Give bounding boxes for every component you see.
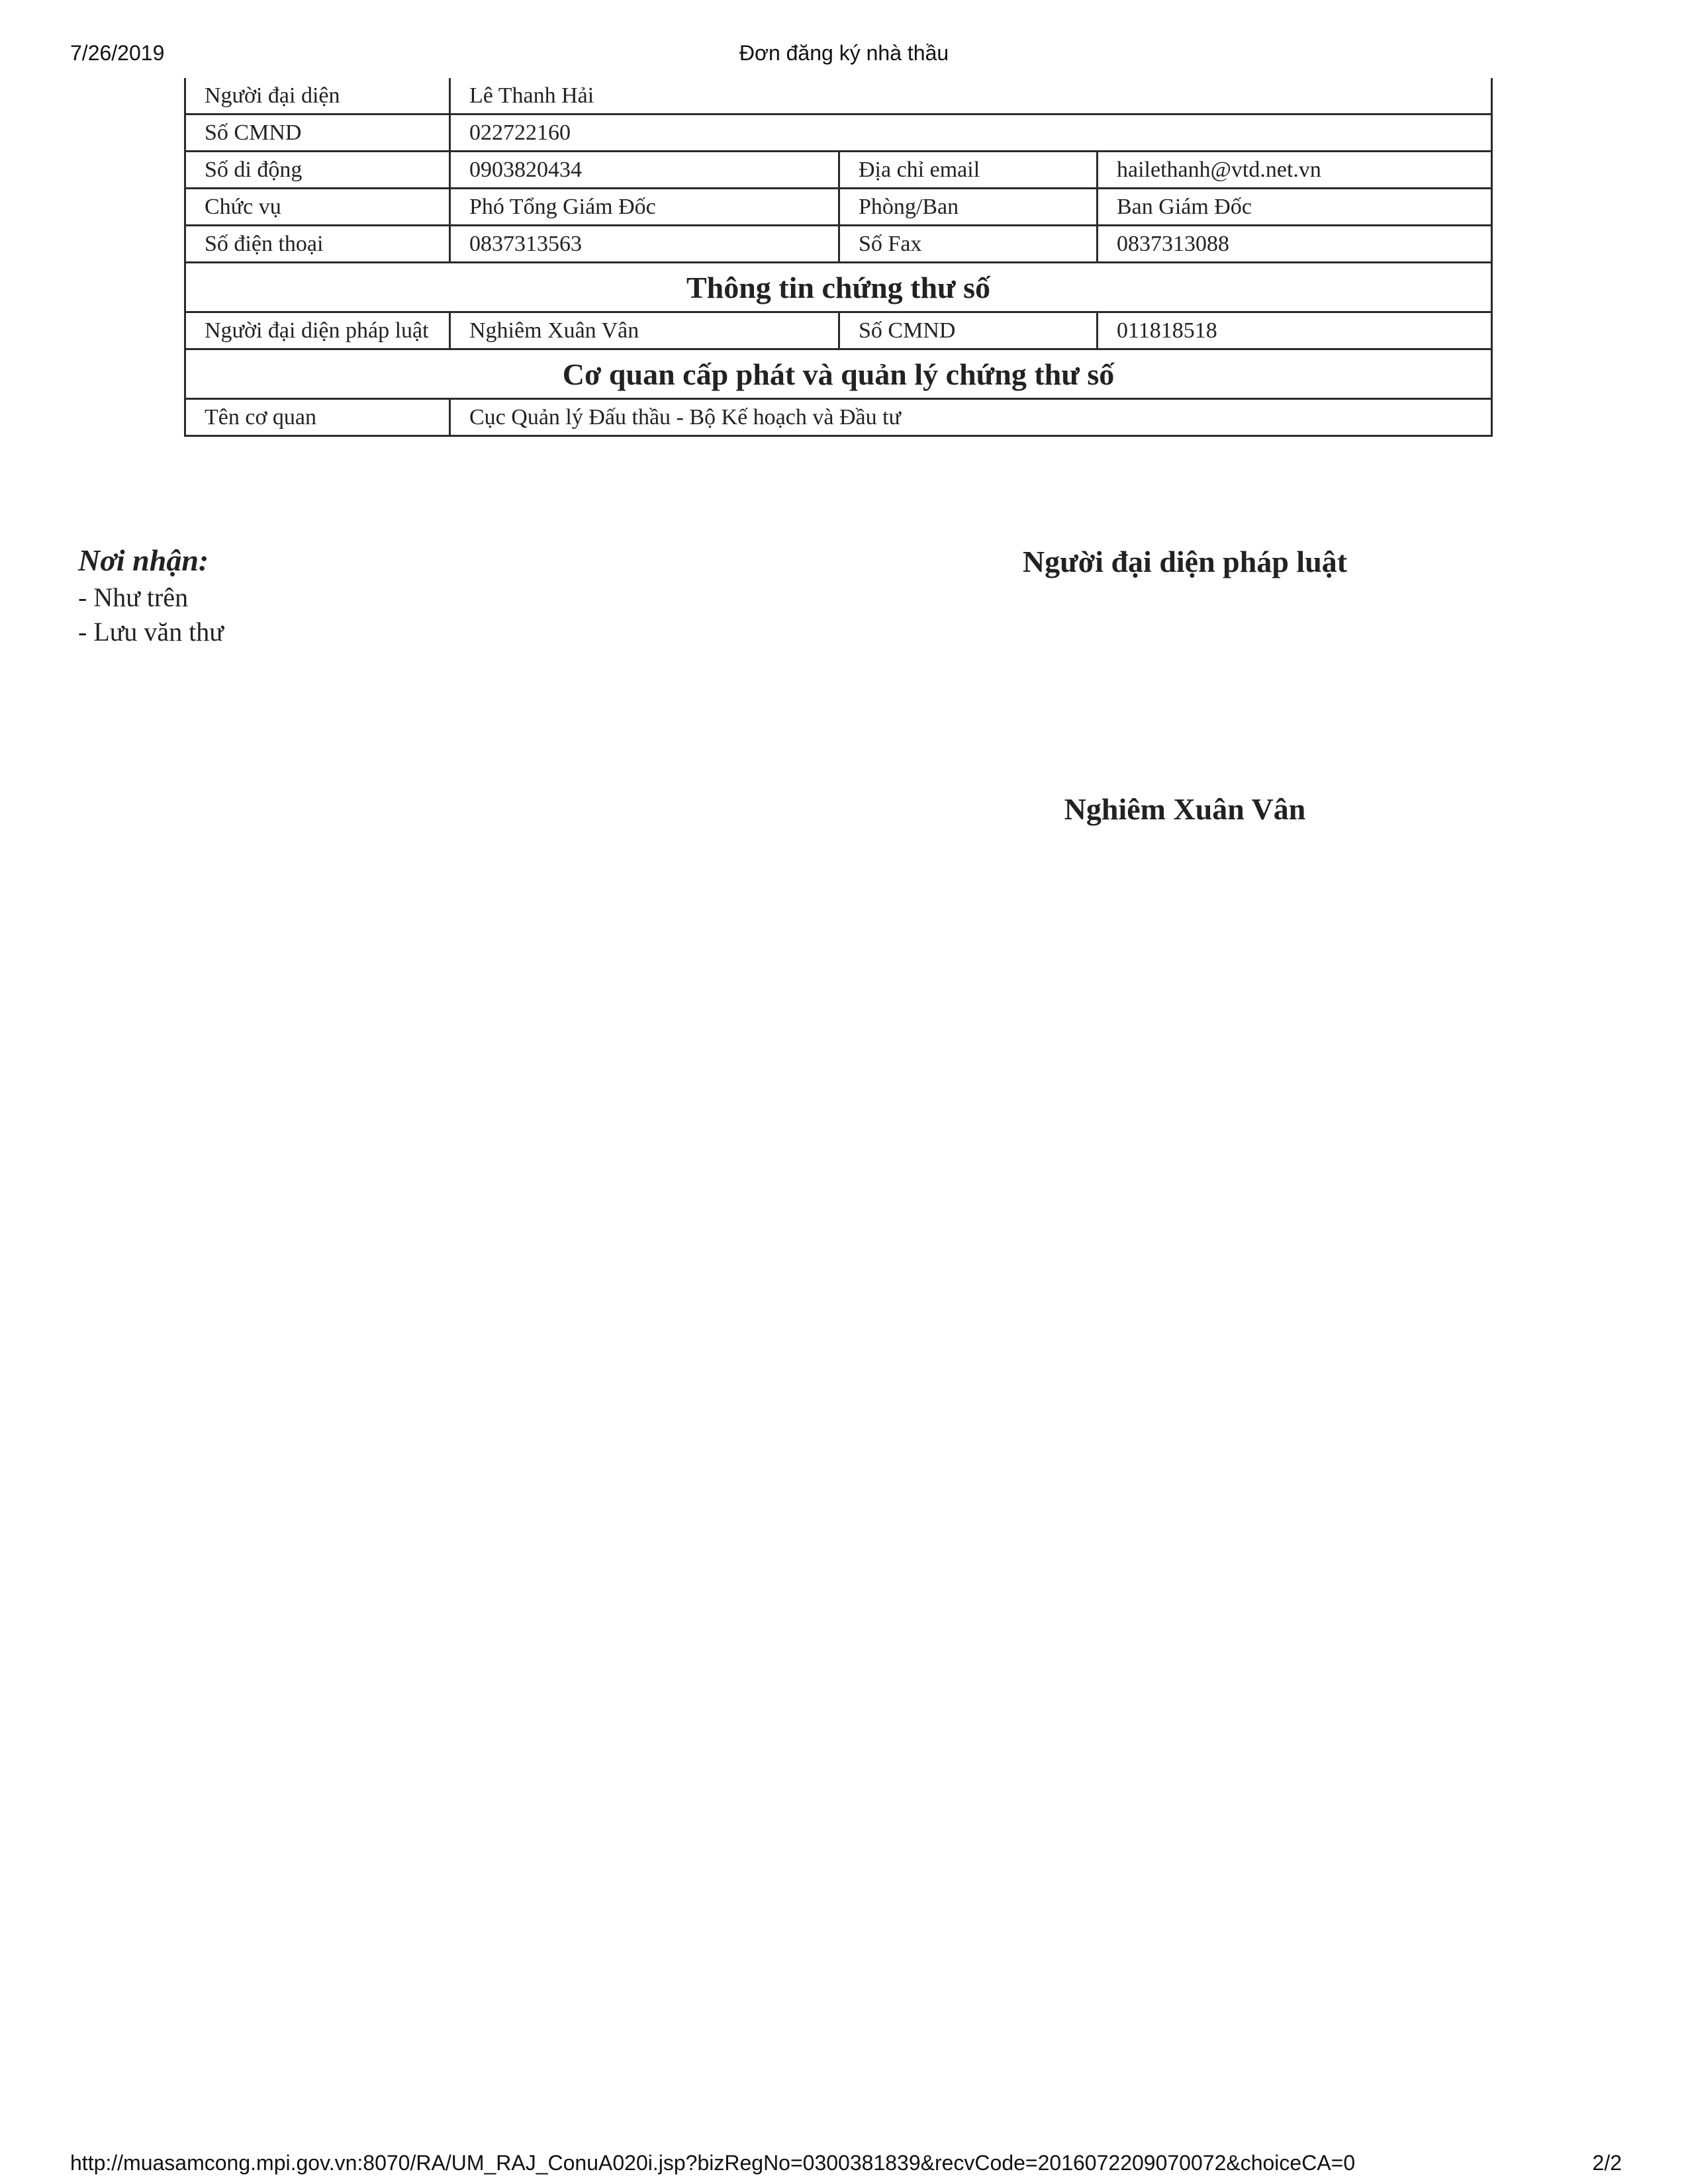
row-value: Lê Thanh Hải xyxy=(450,78,1492,114)
section-header-row xyxy=(185,263,1492,312)
legal-rep-label: Người đại diện pháp luật xyxy=(185,312,450,349)
row-value: 0903820434 xyxy=(450,152,839,189)
row-value: 0837313563 xyxy=(450,226,839,263)
source-url: http://muasamcong.mpi.gov.vn:8070/RA/UM_RAJ_ConuA020i.jsp?bizRegNo=0300381839&recvCode=2016072209070072&choiceCA=0 xyxy=(70,2151,1356,2175)
recipient-item: - Lưu văn thư xyxy=(78,617,224,647)
row-label: Người đại diện xyxy=(185,78,450,114)
row-value: Phó Tổng Giám Đốc xyxy=(450,189,839,226)
issuer-section-title: Cơ quan cấp phát và quản lý chứng thư số xyxy=(185,349,1492,399)
agency-value: Cục Quản lý Đấu thầu - Bộ Kế hoạch và Đầu tư xyxy=(450,399,1492,436)
section-header-row xyxy=(185,349,1492,399)
recipients-title: Nơi nhận: xyxy=(78,543,209,577)
row-value-secondary: Ban Giám Đốc xyxy=(1098,189,1492,226)
table-row xyxy=(185,399,1492,436)
contractor-info-table xyxy=(184,78,1493,437)
agency-label: Tên cơ quan xyxy=(185,399,450,436)
table-row xyxy=(185,114,1492,152)
print-header xyxy=(0,41,1688,70)
row-value: 022722160 xyxy=(450,114,1492,152)
row-label-secondary: Phòng/Ban xyxy=(839,189,1098,226)
row-label-secondary: Địa chỉ email xyxy=(839,152,1098,189)
recipient-item: - Như trên xyxy=(78,582,189,612)
table-row xyxy=(185,189,1492,226)
row-value-secondary: hailethanh@vtd.net.vn xyxy=(1098,152,1492,189)
signer-name: Nghiêm Xuân Vân xyxy=(1064,792,1306,826)
row-label-secondary: Số Fax xyxy=(839,226,1098,263)
print-title: Đơn đăng ký nhà thầu xyxy=(739,41,949,65)
table-row xyxy=(185,312,1492,349)
row-label: Số CMND xyxy=(185,114,450,152)
row-label: Chức vụ xyxy=(185,189,450,226)
id-number-label: Số CMND xyxy=(839,312,1098,349)
legal-rep-value: Nghiêm Xuân Vân xyxy=(450,312,839,349)
table-row xyxy=(185,78,1492,114)
row-label: Số di động xyxy=(185,152,450,189)
page-number: 2/2 xyxy=(1592,2151,1622,2175)
recipients-block xyxy=(78,543,224,649)
id-number-value: 011818518 xyxy=(1098,312,1492,349)
print-footer xyxy=(0,2151,1688,2180)
table-row xyxy=(185,226,1492,263)
row-label: Số điện thoại xyxy=(185,226,450,263)
row-value-secondary: 0837313088 xyxy=(1098,226,1492,263)
print-date: 7/26/2019 xyxy=(70,41,165,65)
certificate-section-title: Thông tin chứng thư số xyxy=(185,263,1492,312)
table-row xyxy=(185,152,1492,189)
signature-title: Người đại diện pháp luật xyxy=(1022,545,1348,578)
